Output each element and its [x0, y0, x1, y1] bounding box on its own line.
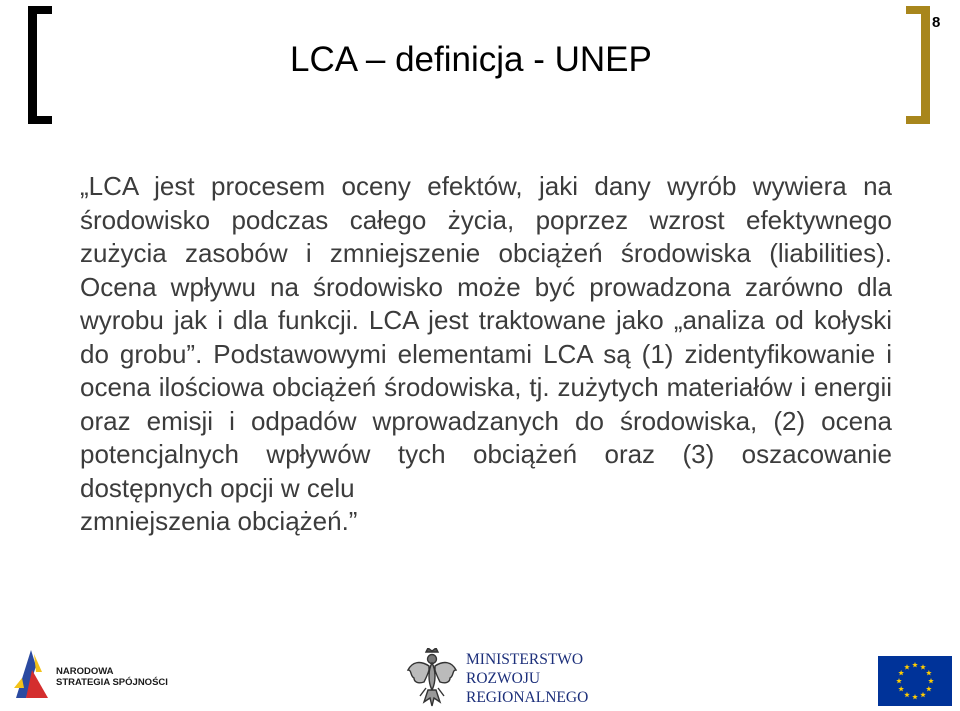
nss-line-2: STRATEGIA SPÓJNOŚCI: [56, 677, 168, 688]
ministry-line-2: ROZWOJU: [466, 670, 541, 687]
nss-logo-icon: [12, 648, 50, 700]
left-bracket-decoration: [28, 6, 52, 124]
nss-logo-text: [56, 666, 168, 688]
right-bracket-decoration: [906, 6, 930, 124]
footer-logos: [0, 630, 960, 711]
slide-title: LCA – definicja - UNEP: [290, 40, 652, 79]
body-text: [80, 170, 892, 539]
polish-eagle-icon: [406, 648, 458, 710]
nss-line-1: NARODOWA: [56, 666, 114, 677]
definition-paragraph: „LCA jest procesem oceny efektów, jaki dany wyrób wywiera na środowisko podczas całego życia, poprzez wzrost efektywnego zużycia zasobów i zmniejszenie obciążeń środowiska (liabilities). Ocena wpływu na środowisko może być prowadzona zarówno dla wyrobu jak i dla funkcji. LCA jest traktowane jako „analiza od kołyski do grobu”. Podstawowymi elementami LCA są (1) zidentyfikowanie i ocena ilościowa obciążeń środowiska, tj. zużytych materiałów i energii oraz emisji i odpadów wprowadzanych do środowiska, (2) ocena potencjalnych wpływów tych obciążeń oraz (3) oszacowanie dostępnych opcji w celu: [80, 171, 892, 503]
page-number: 8: [932, 14, 941, 31]
ministry-line-1: MINISTERSTWO: [466, 651, 584, 668]
ministry-line-3: REGIONALNEGO: [466, 689, 589, 706]
eu-flag-icon: [878, 656, 952, 706]
definition-last-line: zmniejszenia obciążeń.”: [80, 506, 358, 536]
ministry-name: [466, 650, 588, 707]
